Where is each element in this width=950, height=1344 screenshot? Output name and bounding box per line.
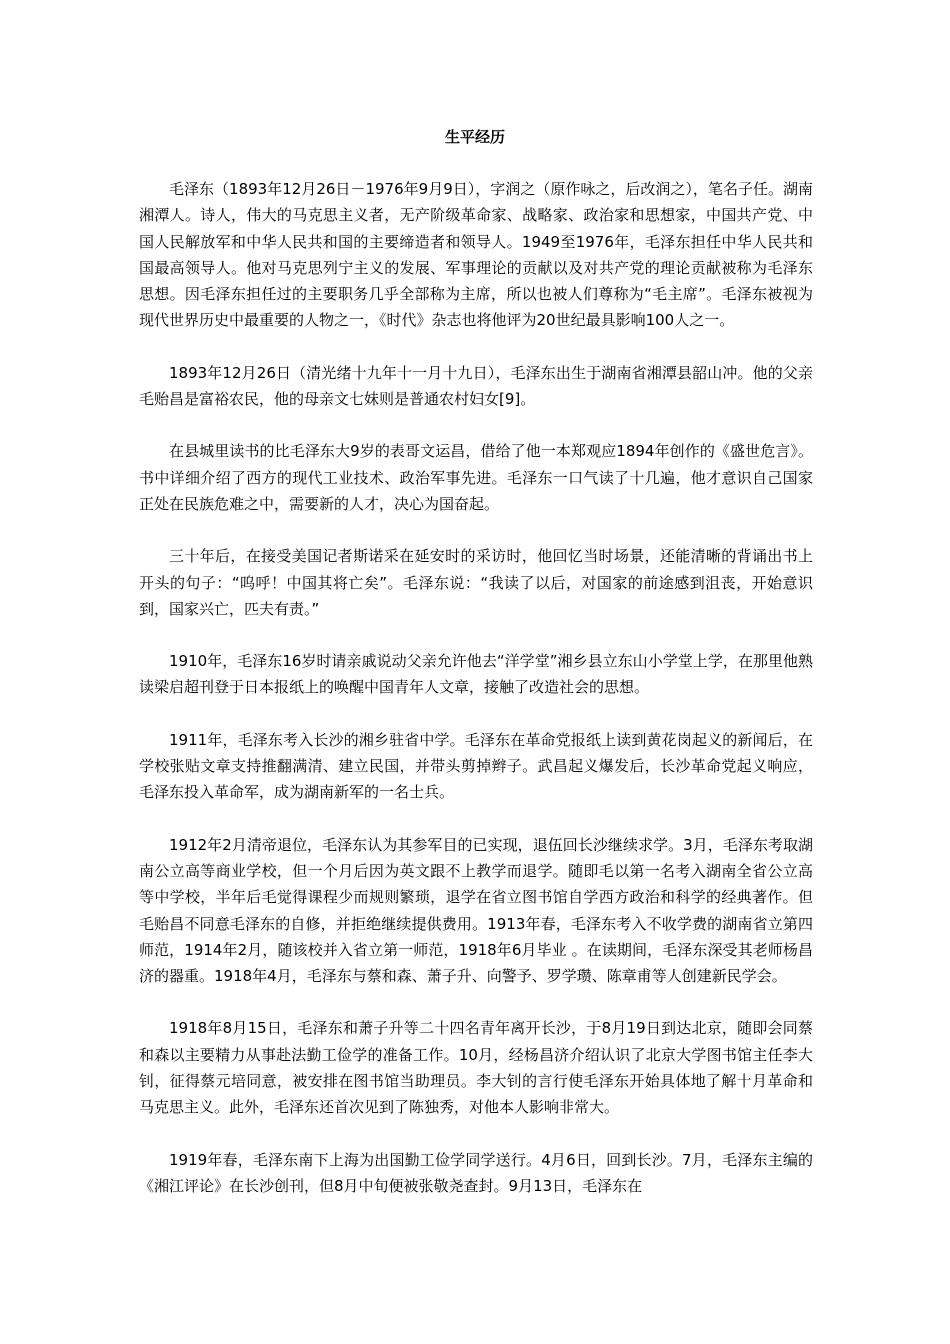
paragraph-1911: 1911年，毛泽东考入长沙的湘乡驻省中学。毛泽东在革命党报纸上读到黄花岗起义的新闻后，在学校张贴文章支持推翻满清、建立民国，并带头剪掉辫子。武昌起义爆发后，长沙革命党起义响应，毛泽东投入革命军，成为湖南新军的一名士兵。 [139, 730, 813, 802]
document-title: 生平经历 [444, 128, 505, 146]
paragraph-1918: 1918年8月15日，毛泽东和萧子升等二十四名青年离开长沙，于8月19日到达北京，随即会同蔡和森以主要精力从事赴法勤工俭学的准备工作。10月，经杨昌济介绍认识了北京大学图书馆主任李大钊，征得蔡元培同意，被安排在图书馆当助理员。李大钊的言行使毛泽东开始具体地了解十月革命和马克思主义。此外，毛泽东还首次见到了陈独秀，对他本人影响非常大。 [139, 1019, 813, 1117]
paragraph-snow-interview: 三十年后，在接受美国记者斯诺采在延安时的采访时，他回忆当时场景，还能清晰的背诵出书上开头的句子：“呜呼！中国其将亡矣”。毛泽东说：“我读了以后，对国家的前途感到沮丧，开始意识到，国家兴亡，匹夫有责。” [139, 547, 813, 618]
paragraph-1910: 1910年，毛泽东16岁时请亲戚说动父亲允许他去“洋学堂”湘乡县立东山小学堂上学，在那里他熟读梁启超刊登于日本报纸上的唤醒中国青年人文章，接触了改造社会的思想。 [139, 652, 813, 697]
paragraph-intro: 毛泽东（1893年12月26日－1976年9月9日），字润之（原作咏之，后改润之），笔名子任。湖南湘潭人。诗人，伟大的马克思主义者，无产阶级革命家、战略家、政治家和思想家，中国共产党、中国人民解放军和中华人民共和国的主要缔造者和领导人。1949至1976年，毛泽东担任中华人民共和国最高领导人。他对马克思列宁主义的发展、军事理论的贡献以及对共产党的理论贡献被称为毛泽东思想。因毛泽东担任过的主要职务几乎全部称为主席，所以也被人们尊称为“毛主席”。毛泽东被视为现代世界历史中最重要的人物之一，《时代》杂志也将他评为20世纪最具影响100人之一。 [139, 180, 813, 330]
paragraph-1912: 1912年2月清帝退位，毛泽东认为其参军目的已实现，退伍回长沙继续求学。3月，毛泽东考取湖南公立高等商业学校，但一个月后因为英文跟不上教学而退学。随即毛以第一名考入湖南全省公立高等中学校，半年后毛觉得课程少而规则繁琐，退学在省立图书馆自学西方政治和科学的经典著作。但毛贻昌不同意毛泽东的自修，并拒绝继续提供费用。1913年春，毛泽东考入不收学费的湖南省立第四师范，1914年2月，随该校并入省立第一师范，1918年6月毕业 。在读期间，毛泽东深受其老师杨昌济的器重。1918年4月，毛泽东与蔡和森、萧子升、向警予、罗学瓒、陈章甫等人创建新民学会。 [139, 835, 813, 986]
paragraph-shengshi-weiyan: 在县城里读书的比毛泽东大9岁的表哥文运昌，借给了他一本郑观应1894年创作的《盛世危言》。书中详细介绍了西方的现代工业技术、政治军事先进。毛泽东一口气读了十几遍，他才意识自己国家正处在民族危难之中，需要新的人才，决心为国奋起。 [139, 442, 813, 513]
document-body [139, 176, 813, 1225]
paragraph-birth: 1893年12月26日（清光绪十九年十一月十九日），毛泽东出生于湖南省湘潭县韶山冲。他的父亲毛贻昌是富裕农民，他的母亲文七妹则是普通农村妇女[9]。 [139, 363, 813, 409]
paragraph-1919: 1919年春，毛泽东南下上海为出国勤工俭学同学送行。4月6日，回到长沙。7月，毛泽东主编的《湘江评论》在长沙创刊，但8月中旬便被张敬尧查封。9月13日，毛泽东在 [139, 1150, 813, 1195]
